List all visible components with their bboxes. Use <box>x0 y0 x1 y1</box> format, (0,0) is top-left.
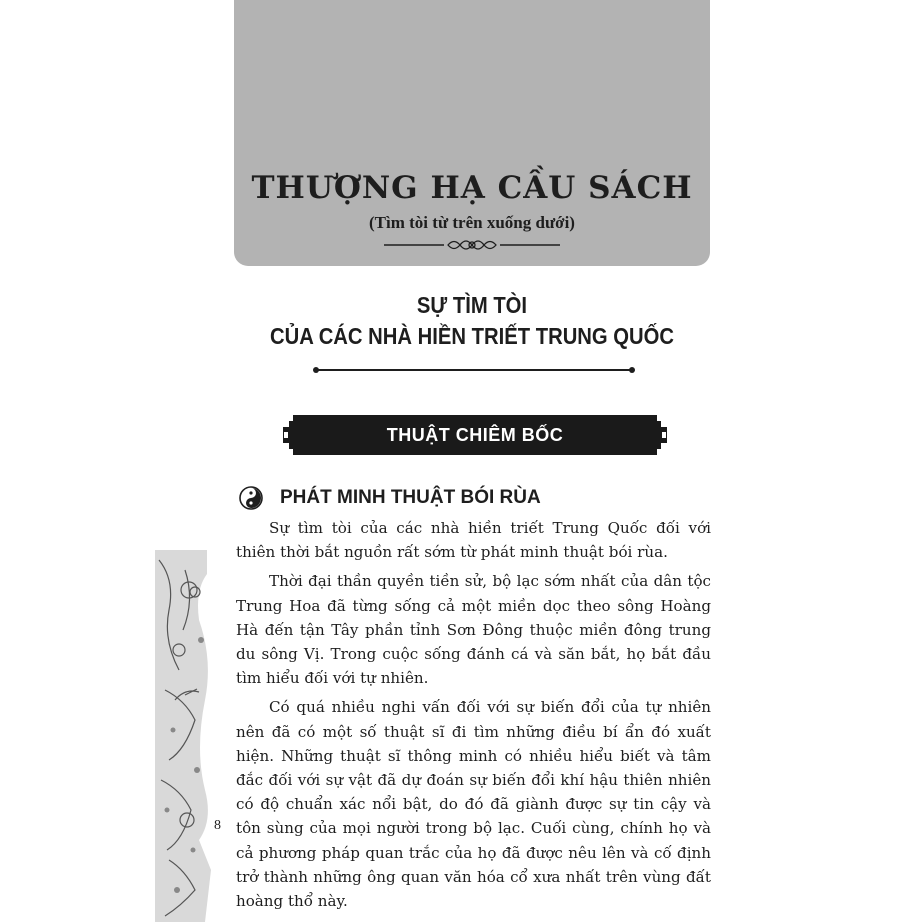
paragraph: Sự tìm tòi của các nhà hiền triết Trung Quốc đối với thiên thời bắt nguồn rất sớm từ phát minh thuật bói rùa. <box>236 519 711 562</box>
paragraph: Có quá nhiều nghi vấn đối với sự biến đổi của tự nhiên nên đã có một số thuật sĩ đi tìm những điều bí ẩn đó xuất hiện. Những thuật sĩ thông minh có nhiều hiểu biết và tâm đắc đối với sự vật đã dự đoán sự biến đổi khí hậu thiên nhiên có độ chuẩn xác nổi bật, do đó đã giành được sự tin cậy và tôn sùng của mọi người trong bộ lạc. Cuối cùng, chính họ và cả phương pháp quan trắc của họ đã được nêu lên và cố định trở thành những ông quan văn hóa cổ xưa nhất trên vùng đất hoàng thổ này. <box>236 698 711 911</box>
side-illustration <box>155 550 213 922</box>
chapter-header <box>234 0 710 266</box>
section-heading-line-2: CỦA CÁC NHÀ HIỀN TRIẾT TRUNG QUỐC <box>269 323 675 349</box>
ornament-divider-icon <box>382 236 562 254</box>
section-heading <box>263 290 682 352</box>
section-heading-line-1: SỰ TÌM TÒI <box>416 292 528 318</box>
body-text <box>236 516 711 918</box>
heading-rule-divider <box>312 364 636 376</box>
banner-label: THUẬT CHIÊM BỐC <box>386 425 564 445</box>
paragraph: Thời đại thần quyền tiền sử, bộ lạc sớm nhất của dân tộc Trung Hoa đã từng sống cả một miền dọc theo sông Hoàng Hà đến tận Tây phần tỉnh Sơn Đông thuộc miền đông trung du sông Vị. Trong cuộc sống đánh cá và săn bắt, họ bắt đầu tìm hiểu đối với tự nhiên. <box>236 572 711 688</box>
chapter-subtitle: (Tìm tòi từ trên xuống dưới) <box>369 213 575 232</box>
chapter-title: THƯỢNG HẠ CẦU SÁCH <box>251 170 693 206</box>
page-number: 8 <box>214 818 221 833</box>
yin-yang-icon <box>239 486 263 510</box>
subsection-heading: PHÁT MINH THUẬT BÓI RÙA <box>280 487 541 508</box>
